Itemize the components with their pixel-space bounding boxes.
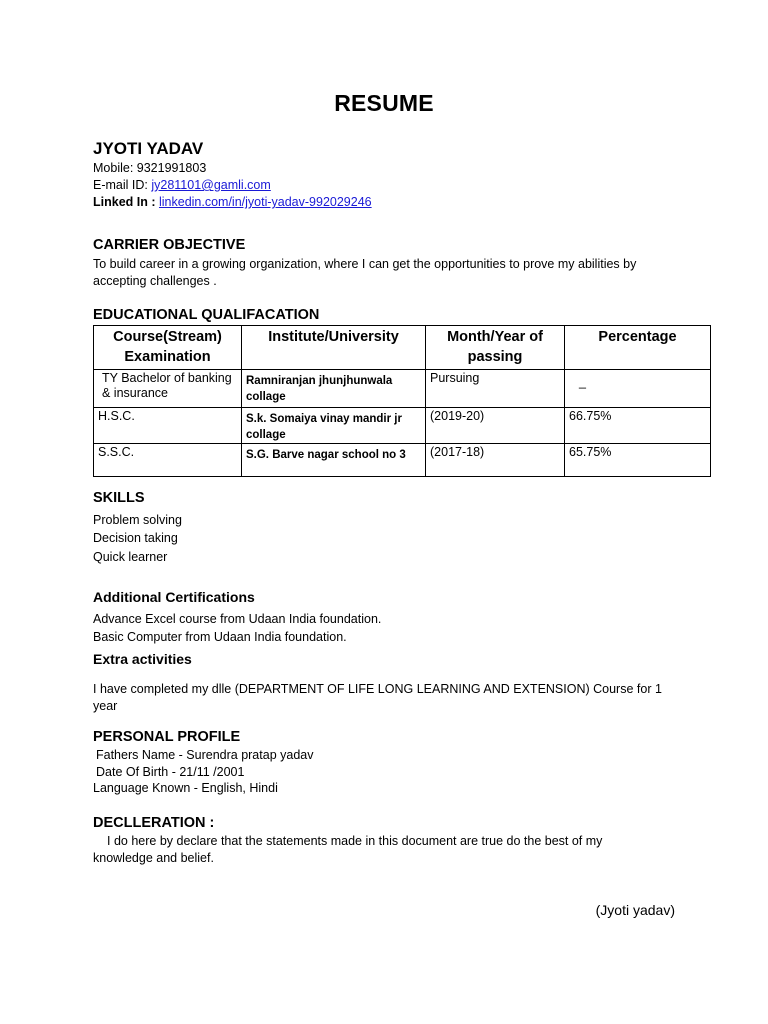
list-item: Advance Excel course from Udaan India foundation. — [93, 612, 382, 626]
table-row — [94, 370, 711, 408]
signature: (Jyoti yadav) — [595, 902, 675, 918]
email-link[interactable]: jy281101@gamli.com — [151, 178, 271, 192]
father-name: Fathers Name - Surendra pratap yadav — [96, 748, 314, 762]
list-item: Decision taking — [93, 531, 178, 545]
list-item: Quick learner — [93, 550, 168, 564]
education-heading: EDUCATIONAL QUALIFACATION — [93, 307, 320, 323]
page-title: RESUME — [334, 90, 434, 116]
objective-heading: CARRIER OBJECTIVE — [93, 237, 246, 253]
institute-text: S.k. Somaiya vinay mandir jr collage — [246, 413, 402, 441]
column-header: Institute/University — [242, 326, 426, 370]
date-of-birth: Date Of Birth - 21/11 /2001 — [96, 765, 245, 779]
percentage-cell: 66.75% — [565, 408, 711, 444]
education-table — [93, 325, 711, 477]
profile-heading: PERSONAL PROFILE — [93, 729, 241, 745]
email-line — [93, 177, 271, 194]
mobile-line: Mobile: 9321991803 — [93, 161, 207, 175]
email-label: E-mail ID: — [93, 178, 152, 192]
table-row — [94, 408, 711, 444]
table-header-row — [94, 326, 711, 370]
year-cell: Pursuing — [426, 370, 565, 408]
percentage-cell: 65.75% — [565, 444, 711, 477]
institute-text: Ramniranjan jhunjhunwala collage — [246, 375, 393, 403]
course-cell: S.S.C. — [94, 444, 242, 477]
languages-known: Language Known - English, Hindi — [93, 781, 278, 795]
course-cell: H.S.C. — [94, 408, 242, 444]
institute-cell — [242, 444, 426, 477]
year-cell: (2019-20) — [426, 408, 565, 444]
institute-cell — [242, 370, 426, 408]
candidate-name: JYOTI YADAV — [93, 139, 204, 158]
table-row — [94, 444, 711, 477]
certifications-heading: Additional Certifications — [93, 589, 255, 605]
linkedin-label: Linked In : — [93, 195, 159, 209]
year-cell: (2017-18) — [426, 444, 565, 477]
list-item: Problem solving — [93, 513, 182, 527]
linkedin-link[interactable]: linkedin.com/in/jyoti-yadav-992029246 — [158, 195, 372, 209]
institute-cell — [242, 408, 426, 444]
column-header: Percentage — [565, 326, 711, 370]
column-header: Month/Year of passing — [426, 326, 565, 370]
list-item: Basic Computer from Udaan India foundation. — [93, 630, 347, 644]
linkedin-line — [93, 194, 372, 211]
institute-text: S.G. Barve nagar school no 3 — [246, 449, 406, 461]
column-header: Course(Stream) Examination — [94, 326, 242, 370]
course-cell: TY Bachelor of banking & insurance — [94, 370, 242, 408]
declaration-heading: DECLLERATION : — [93, 815, 215, 831]
percentage-cell: _ — [565, 370, 711, 408]
skills-heading: SKILLS — [93, 490, 145, 506]
declaration-text: I do here by declare that the statements made in this document are true do the best of my knowledge and belief. — [93, 834, 603, 865]
objective-text: To build career in a growing organization, where I can get the opportunities to prove my abilities by accepting challenges . — [93, 257, 637, 288]
extra-heading: Extra activities — [93, 651, 192, 667]
extra-text: I have completed my dlle (DEPARTMENT OF LIFE LONG LEARNING AND EXTENSION) Course for 1 year — [93, 682, 662, 713]
